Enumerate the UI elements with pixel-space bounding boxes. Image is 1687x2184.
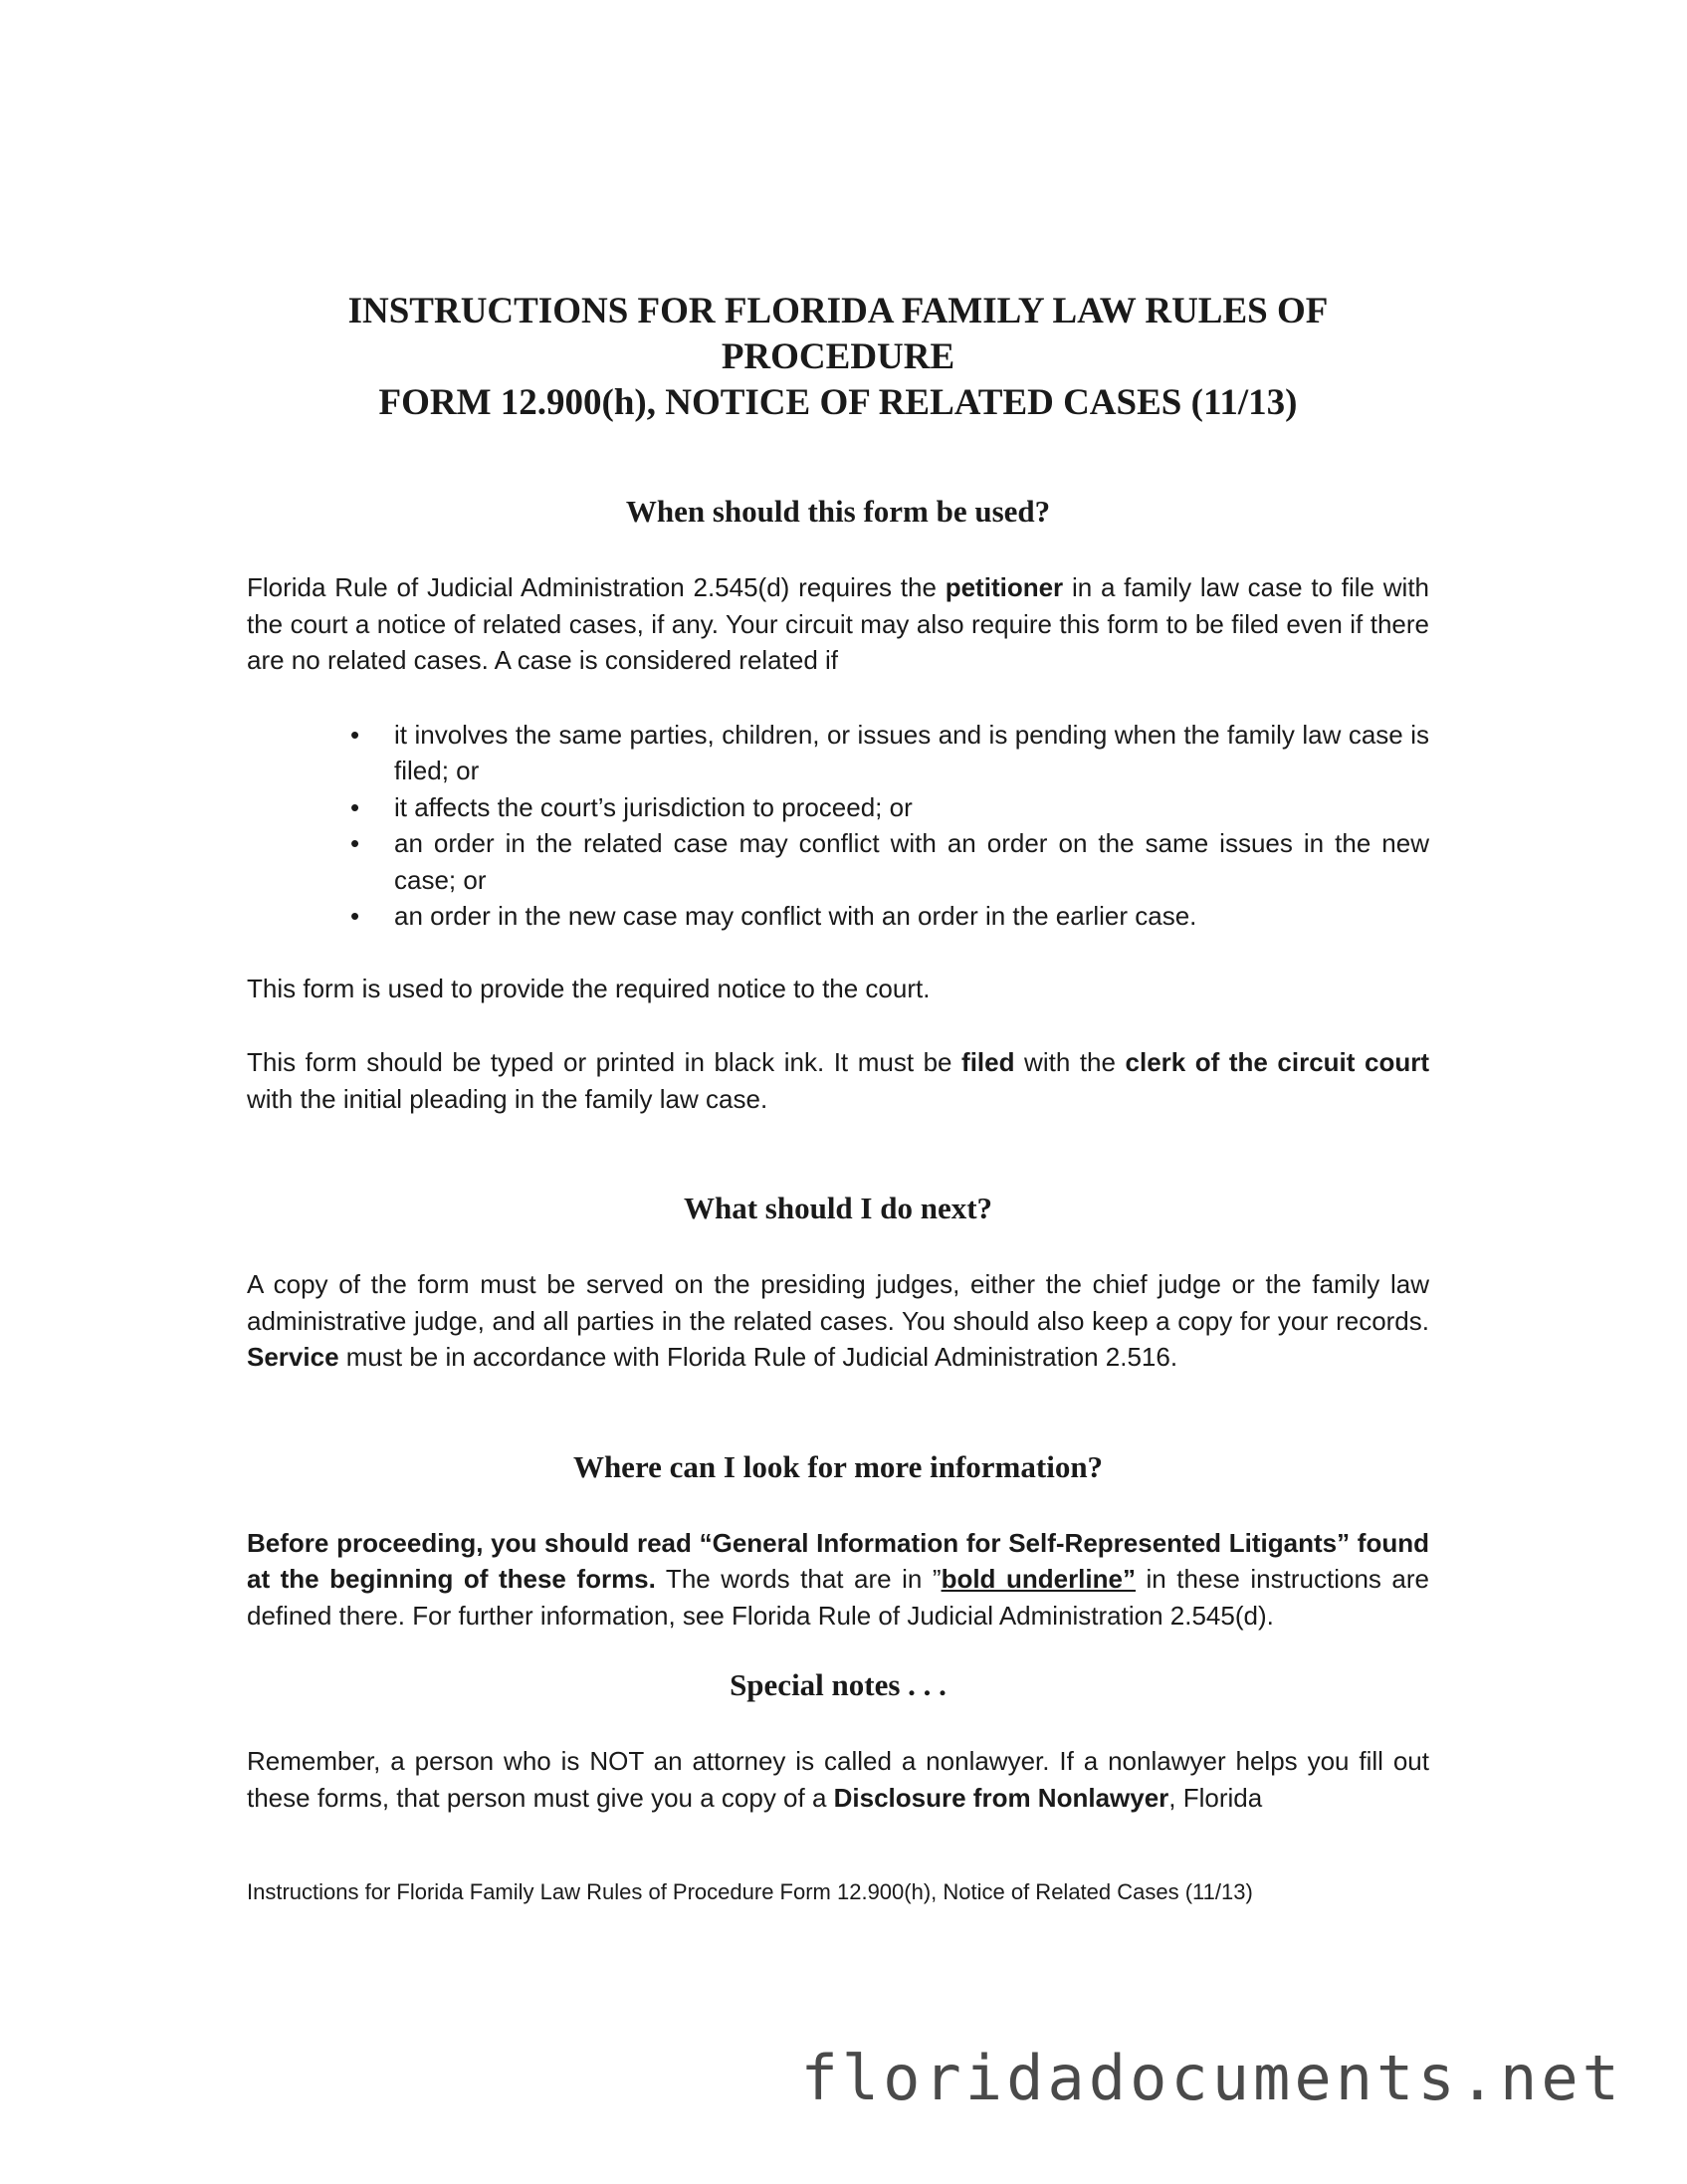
bullet-icon: • [350,791,360,822]
watermark: floridadocuments.net [800,2042,1623,2114]
list-item [247,825,1429,898]
list-item-text: it affects the court’s jurisdiction to proceed; or [394,791,913,822]
list-item [247,789,1429,826]
document-content [247,289,1429,1816]
more-info-paragraph [247,1525,1429,1635]
service-text-2: must be in accordance with Florida Rule of Judicial Administration 2.516. [338,1342,1178,1372]
intro-text-2: in a family law case to file with the court a notice of related cases, if any. Your circuit may also require this form to be filed even if there are no related cases. A case is considered related if [247,572,1430,675]
bullet-icon: • [350,901,360,931]
service-text-1: A copy of the form must be served on the presiding judges, either the chief judge or the family law administrative judge, and all parties in the related cases. You should also keep a copy for your records. [247,1269,1429,1336]
section-heading-next-steps: What should I do next? [683,1191,993,1225]
bullet-icon: • [350,719,360,750]
special-notes-text-1: Remember, a person who is NOT an attorney is called a nonlawyer. If a nonlawyer helps you fill out these forms, that person must give you a copy of a [247,1746,1429,1813]
list-item [247,898,1429,935]
intro-paragraph [247,569,1429,679]
list-item [247,717,1429,789]
filing-text-1: This form should be typed or printed in black ink. It must be [247,1047,962,1077]
intro-bold-petitioner: petitioner [945,572,1064,602]
section-heading-special-notes: Special notes . . . [730,1667,947,1702]
special-notes-paragraph [247,1743,1429,1816]
intro-text-1: Florida Rule of Judicial Administration 2.545(d) requires the [247,572,946,602]
more-info-bold: Before proceeding, you should read “General Information for Self-Represented Litigants” found at the beginning of these forms. [247,1527,1429,1594]
service-bold: Service [247,1342,339,1372]
filing-text-3: with the initial pleading in the family law case. [247,1083,768,1114]
special-notes-text-2: , Florida [1168,1782,1263,1813]
filing-paragraph [247,1044,1429,1117]
more-info-text-1: The words that are in ” [655,1564,942,1594]
list-item-text: an order in the related case may conflict with an order on the same issues in the new case; or [394,828,1429,895]
page-footer: Instructions for Florida Family Law Rules of Procedure Form 12.900(h), Notice of Related Cases (11/13) [247,1879,1253,1904]
filing-bold-filed: filed [961,1047,1015,1077]
special-notes-bold: Disclosure from Nonlawyer [833,1782,1169,1813]
list-item-text: an order in the new case may conflict with an order in the earlier case. [394,901,1197,931]
filing-text-2: with the [1014,1047,1126,1077]
more-info-bold-underline: bold underline” [941,1564,1136,1594]
document-title [247,289,1429,426]
related-case-criteria-list [247,717,1429,935]
more-info-text-2: in these instructions are defined there. For further information, see Florida Rule of Judicial Administration 2.545(d). [247,1564,1430,1631]
title-line-1: INSTRUCTIONS FOR FLORIDA FAMILY LAW RULES OF PROCEDURE [347,291,1329,377]
list-item-text: it involves the same parties, children, or issues and is pending when the family law case is filed; or [394,719,1429,785]
section-heading-when-used: When should this form be used? [625,494,1051,529]
title-line-2: FORM 12.900(h), NOTICE OF RELATED CASES (11/13) [378,382,1298,423]
filing-bold-clerk: clerk of the circuit court [1125,1047,1429,1077]
bullet-icon: • [350,828,360,858]
service-paragraph [247,1266,1429,1376]
section-heading-more-info: Where can I look for more information? [572,1448,1104,1484]
notice-purpose-paragraph: This form is used to provide the required notice to the court. [247,973,931,1003]
